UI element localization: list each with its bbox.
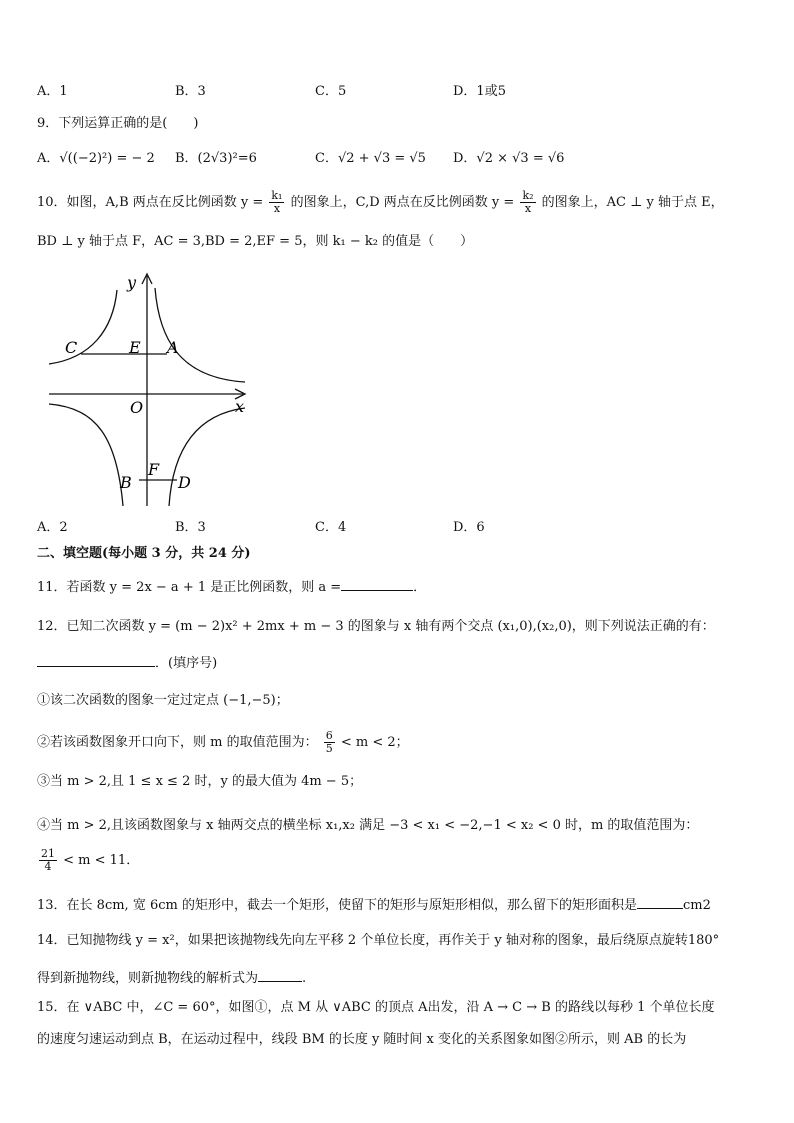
question-14-line-2 — [37, 967, 306, 989]
q11-blank — [341, 576, 413, 591]
q10-frac2-num: k₂ — [522, 189, 534, 202]
label-e: E — [129, 338, 141, 357]
option-a: A．1 — [37, 84, 68, 99]
q11-tail: ． — [413, 580, 427, 595]
curve-quadrant-3 — [49, 404, 123, 506]
label-a: A — [167, 338, 179, 357]
q10-fraction-k2 — [520, 190, 535, 215]
q12-statement-1: ①该二次函数的图象一定过定点 (−1,−5)； — [37, 693, 289, 708]
q10-option-d: D．6 — [453, 520, 485, 535]
q14-tail: . — [302, 971, 307, 986]
question-10-line-1 — [37, 190, 724, 215]
q12-statement-4: ④当 m > 2,且该函数图象与 x 轴两交点的横坐标 x₁,x₂ 满足 −3 < x₁ < −2,−1 < x₂ < 0 时，m 的取值范围为： — [37, 818, 699, 833]
q12-s4-tail: < m < 11． — [63, 853, 140, 868]
q10-option-c: C．4 — [315, 520, 347, 535]
label-d: D — [178, 473, 191, 492]
label-c: C — [65, 338, 78, 357]
section-heading-fill-in: 二、填空题(每小题 3 分，共 24 分) — [37, 546, 251, 561]
q9-option-c: C．√2 + √3 = √5 — [315, 151, 426, 166]
q10-frac2-den: x — [524, 202, 532, 215]
curve-quadrant-2 — [49, 290, 117, 364]
q12-s2-fraction — [324, 730, 335, 755]
q13-unit: cm2 — [682, 898, 711, 913]
q14-text: 得到新抛物线，则新抛物线的解析式为 — [37, 971, 259, 986]
q12-statement-3: ③当 m > 2,且 1 ≤ x ≤ 2 时，y 的最大值为 4m − 5； — [37, 774, 363, 789]
q12-s2-text: ②若该函数图象开口向下，则 m 的取值范围为： — [37, 735, 318, 750]
q12-s2-tail: < m < 2； — [340, 735, 409, 750]
label-f: F — [148, 460, 160, 479]
curve-quadrant-1 — [155, 288, 245, 382]
q10-frac1-den: x — [273, 202, 281, 215]
q10-text-c: 的图象上，AC ⊥ y 轴于点 E， — [541, 195, 724, 210]
question-12-stem: 12．已知二次函数 y = (m − 2)x² + 2mx + m − 3 的图象与 x 轴有两个交点 (x₁,0),(x₂,0)，则下列说法正确的有： — [37, 619, 715, 634]
q12-s2-den: 5 — [325, 742, 333, 755]
question-15-line-1: 15．在 ∨ABC 中，∠C = 60°，如图①，点 M 从 ∨ABC 的顶点 A出发，沿 A → C → B 的路线以每秒 1 个单位长度 — [37, 1000, 715, 1015]
q10-fraction-k1 — [269, 190, 284, 215]
q12-s4-den: 4 — [44, 860, 52, 873]
q12-tail: ．(填序号) — [155, 656, 218, 671]
q14-blank — [258, 967, 302, 982]
q10-option-a: A．2 — [37, 520, 68, 535]
q11-text: 11．若函数 y = 2x − a + 1 是正比例函数，则 a = — [37, 580, 342, 595]
hyperbola-figure — [45, 268, 250, 508]
q10-text-b: 的图象上，C,D 两点在反比例函数 y = — [290, 195, 515, 210]
q9-option-a: A．√((−2)²) = − 2 — [37, 151, 155, 166]
q9-option-b: B．(2√3)²=6 — [175, 151, 257, 166]
q10-frac1-num: k₁ — [271, 189, 283, 202]
question-11 — [37, 576, 426, 598]
q9-option-d: D．√2 × √3 = √6 — [453, 151, 565, 166]
question-15-line-2: 的速度匀速运动到点 B，在运动过程中，线段 BM 的长度 y 随时间 x 变化的关系图象如图②所示，则 AB 的长为 — [37, 1032, 687, 1047]
question-9-stem: 9．下列运算正确的是( ) — [37, 116, 199, 131]
label-y: y — [127, 273, 137, 292]
q10-text-a: 10．如图，A,B 两点在反比例函数 y = — [37, 195, 264, 210]
q13-blank — [637, 894, 683, 909]
label-x: x — [235, 397, 245, 416]
label-origin: O — [130, 398, 144, 417]
q12-s4-fraction — [39, 848, 57, 873]
question-10-line-2: BD ⊥ y 轴于点 F，AC = 3,BD = 2,EF = 5，则 k₁ − k₂ 的值是（ ） — [37, 234, 474, 249]
option-d: D．1或5 — [453, 84, 506, 99]
q10-option-b: B．3 — [175, 520, 206, 535]
q12-s2-num: 6 — [325, 729, 333, 742]
option-b: B．3 — [175, 84, 206, 99]
question-14-line-1: 14．已知抛物线 y = x²，如果把该抛物线先向左平移 2 个单位长度，再作关于 y 轴对称的图象，最后绕原点旋转180° — [37, 933, 720, 948]
question-13 — [37, 894, 711, 916]
label-b: B — [120, 473, 132, 492]
q12-s4-num: 21 — [41, 847, 55, 860]
q12-statement-4-range — [37, 848, 139, 873]
q12-statement-2 — [37, 730, 409, 755]
question-12-answer-line — [37, 652, 217, 674]
option-c: C．5 — [315, 84, 347, 99]
q12-blank — [37, 652, 155, 667]
q13-text: 13．在长 8cm, 宽 6cm 的矩形中，截去一个矩形，使留下的矩形与原矩形相似，那么留下的矩形面积是 — [37, 898, 637, 913]
